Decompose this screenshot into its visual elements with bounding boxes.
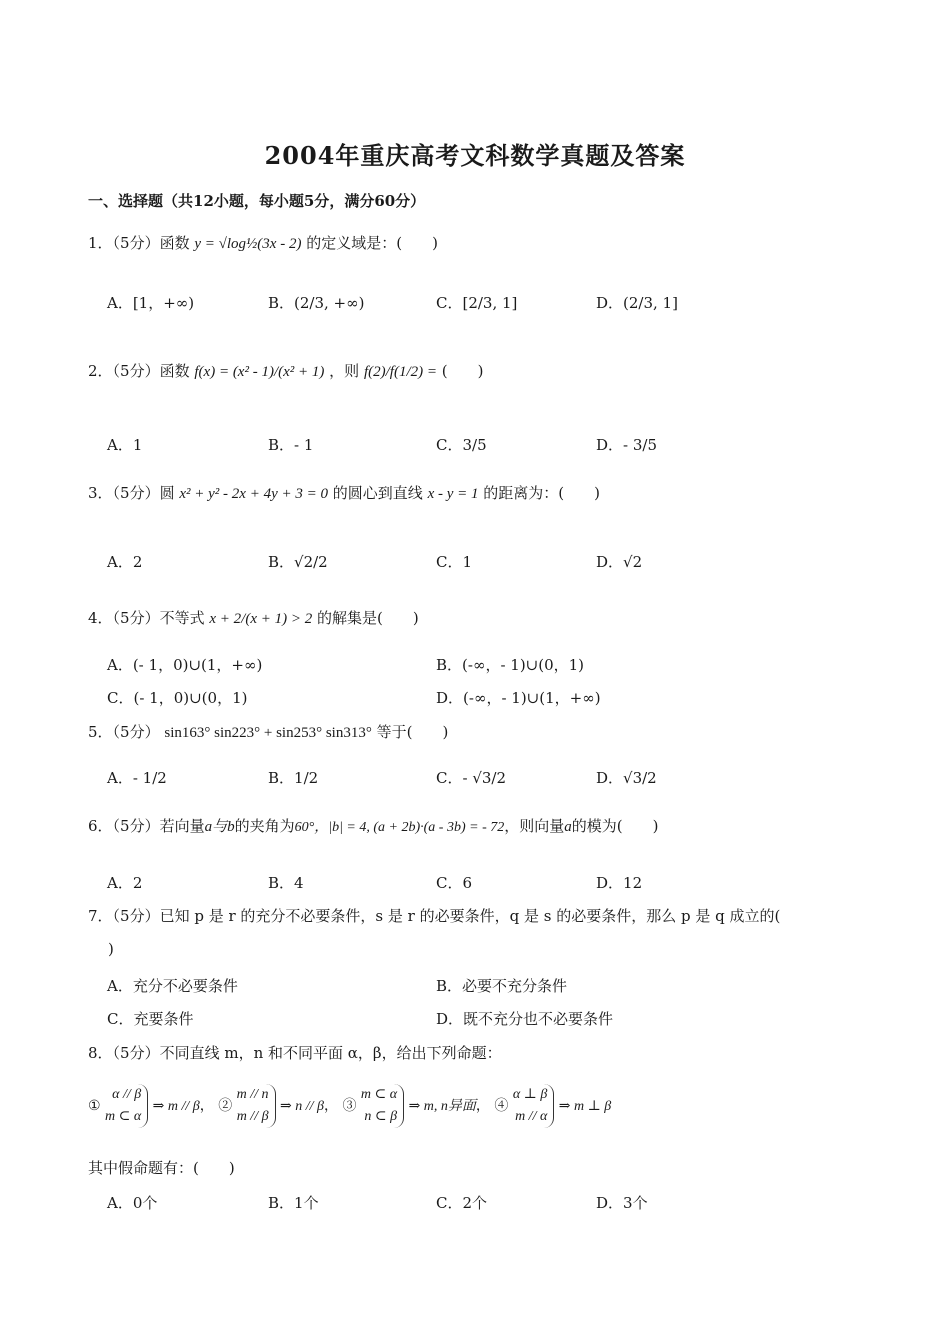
question-3-formula: x² + y² - 2x + 4y + 3 = 0 [179, 486, 328, 502]
q4-option-a: A．(- 1，0)∪(1，+∞) [107, 656, 263, 674]
q7-option-b: B．必要不充分条件 [436, 977, 568, 995]
proposition-2: ② m // n m // β ⇒ n // β， [218, 1098, 342, 1114]
question-1 [88, 232, 438, 253]
q5-option-d: D．√3/2 [596, 769, 657, 787]
question-8-line-1: 8．（5分）不同直线 m，n 和不同平面 α，β，给出下列命题： [88, 1044, 502, 1062]
question-1-stem: 1．（5分）函数 [88, 234, 190, 252]
question-2-stem: 2．（5分）函数 [88, 362, 190, 380]
q3-option-d: D．√2 [596, 553, 643, 571]
q2-option-b: B．- 1 [268, 436, 314, 454]
question-4-stem: 4．（5分）不等式 [88, 609, 205, 627]
question-1-formula: y = √log½(3x - 2) [194, 236, 302, 252]
question-6-formula-2: 60°，|b| = 4, (a + 2b)·(a - 3b) = - 72 [294, 820, 505, 835]
q3-option-b: B．√2/2 [268, 553, 328, 571]
q2-option-c: C．3/5 [436, 436, 487, 454]
question-3-mid: 的圆心到直线 [332, 484, 423, 502]
q1-option-c: C．[2/3, 1] [436, 294, 518, 312]
question-3-formula-2: x - y = 1 [427, 486, 479, 502]
question-2-mid: ，则 [329, 362, 360, 380]
question-2-formula: f(x) = (x² - 1)/(x² + 1) [194, 364, 325, 380]
question-8-prompt: 其中假命题有：( ) [88, 1159, 235, 1177]
q3-option-c: C．1 [436, 553, 473, 571]
q1-option-a: A．[1，+∞) [107, 294, 195, 312]
question-6-mid: 的夹角为 [234, 817, 295, 835]
question-6-formula: a与b [204, 819, 235, 835]
question-4 [88, 607, 419, 628]
question-2-formula-2: f(2)/f(1/2) = [363, 364, 437, 380]
question-3-tail: 的距离为：( ) [483, 484, 600, 502]
q8-option-d: D．3个 [596, 1194, 648, 1212]
q6-option-a: A．2 [107, 874, 143, 892]
q8-option-a: A．0个 [107, 1194, 158, 1212]
q8-propositions [88, 1084, 611, 1128]
q4-option-c: C．(- 1，0)∪(0，1) [107, 689, 248, 707]
question-2-tail: ( ) [441, 362, 484, 380]
q6-option-b: B．4 [268, 874, 304, 892]
question-6-stem: 6．（5分）若向量 [88, 817, 205, 835]
question-7-line-2: ) [108, 940, 114, 958]
question-5-stem: 5．（5分） [88, 723, 160, 741]
question-4-tail: 的解集是( ) [317, 609, 419, 627]
question-5 [88, 721, 448, 742]
q8-option-c: C．2个 [436, 1194, 488, 1212]
q5-option-c: C．- √3/2 [436, 769, 507, 787]
q2-option-a: A．1 [107, 436, 143, 454]
q3-option-a: A．2 [107, 553, 143, 571]
question-4-formula: x + 2/(x + 1) > 2 [209, 611, 313, 627]
q7-option-c: C．充要条件 [107, 1010, 194, 1028]
q8-option-b: B．1个 [268, 1194, 319, 1212]
question-6-tail: 的模为( ) [571, 817, 659, 835]
question-5-tail: 等于( ) [376, 723, 449, 741]
q1-option-b: B．(2/3, +∞) [268, 294, 365, 312]
question-1-tail: 的定义域是：( ) [306, 234, 438, 252]
question-7-line-1: 7．（5分）已知 p 是 r 的充分不必要条件，s 是 r 的必要条件，q 是 s 的必要条件，那么 p 是 q 成立的( [88, 907, 781, 925]
question-2 [88, 360, 484, 381]
question-6 [88, 815, 658, 836]
question-3 [88, 482, 600, 503]
q5-option-b: B．1/2 [268, 769, 319, 787]
q2-option-d: D．- 3/5 [596, 436, 658, 454]
q4-option-b: B．(-∞，- 1)∪(0，1) [436, 656, 585, 674]
question-6-formula-3: a [564, 819, 572, 835]
q1-option-d: D．(2/3, 1] [596, 294, 678, 312]
q7-option-d: D．既不充分也不必要条件 [436, 1010, 614, 1028]
proposition-1: ① α // β m ⊂ α ⇒ m // β， [88, 1098, 218, 1114]
q4-option-d: D．(-∞，- 1)∪(1，+∞) [436, 689, 601, 707]
question-3-stem: 3．（5分）圆 [88, 484, 175, 502]
q6-option-c: C．6 [436, 874, 473, 892]
q7-option-a: A．充分不必要条件 [107, 977, 238, 995]
q5-option-a: A．- 1/2 [107, 769, 167, 787]
page-title: 2004年重庆高考文科数学真题及答案 [264, 141, 686, 170]
section-heading: 一、选择题（共12小题，每小题5分，满分60分） [88, 192, 426, 210]
proposition-4: ④ α ⊥ β m // α ⇒ m ⊥ β [494, 1098, 611, 1114]
proposition-3: ③ m ⊂ α n ⊂ β ⇒ m, n异面， [342, 1098, 494, 1114]
question-5-formula: sin163° sin223° + sin253° sin313° [164, 725, 372, 741]
question-6-mid-2: ，则向量 [504, 817, 565, 835]
q6-option-d: D．12 [596, 874, 643, 892]
